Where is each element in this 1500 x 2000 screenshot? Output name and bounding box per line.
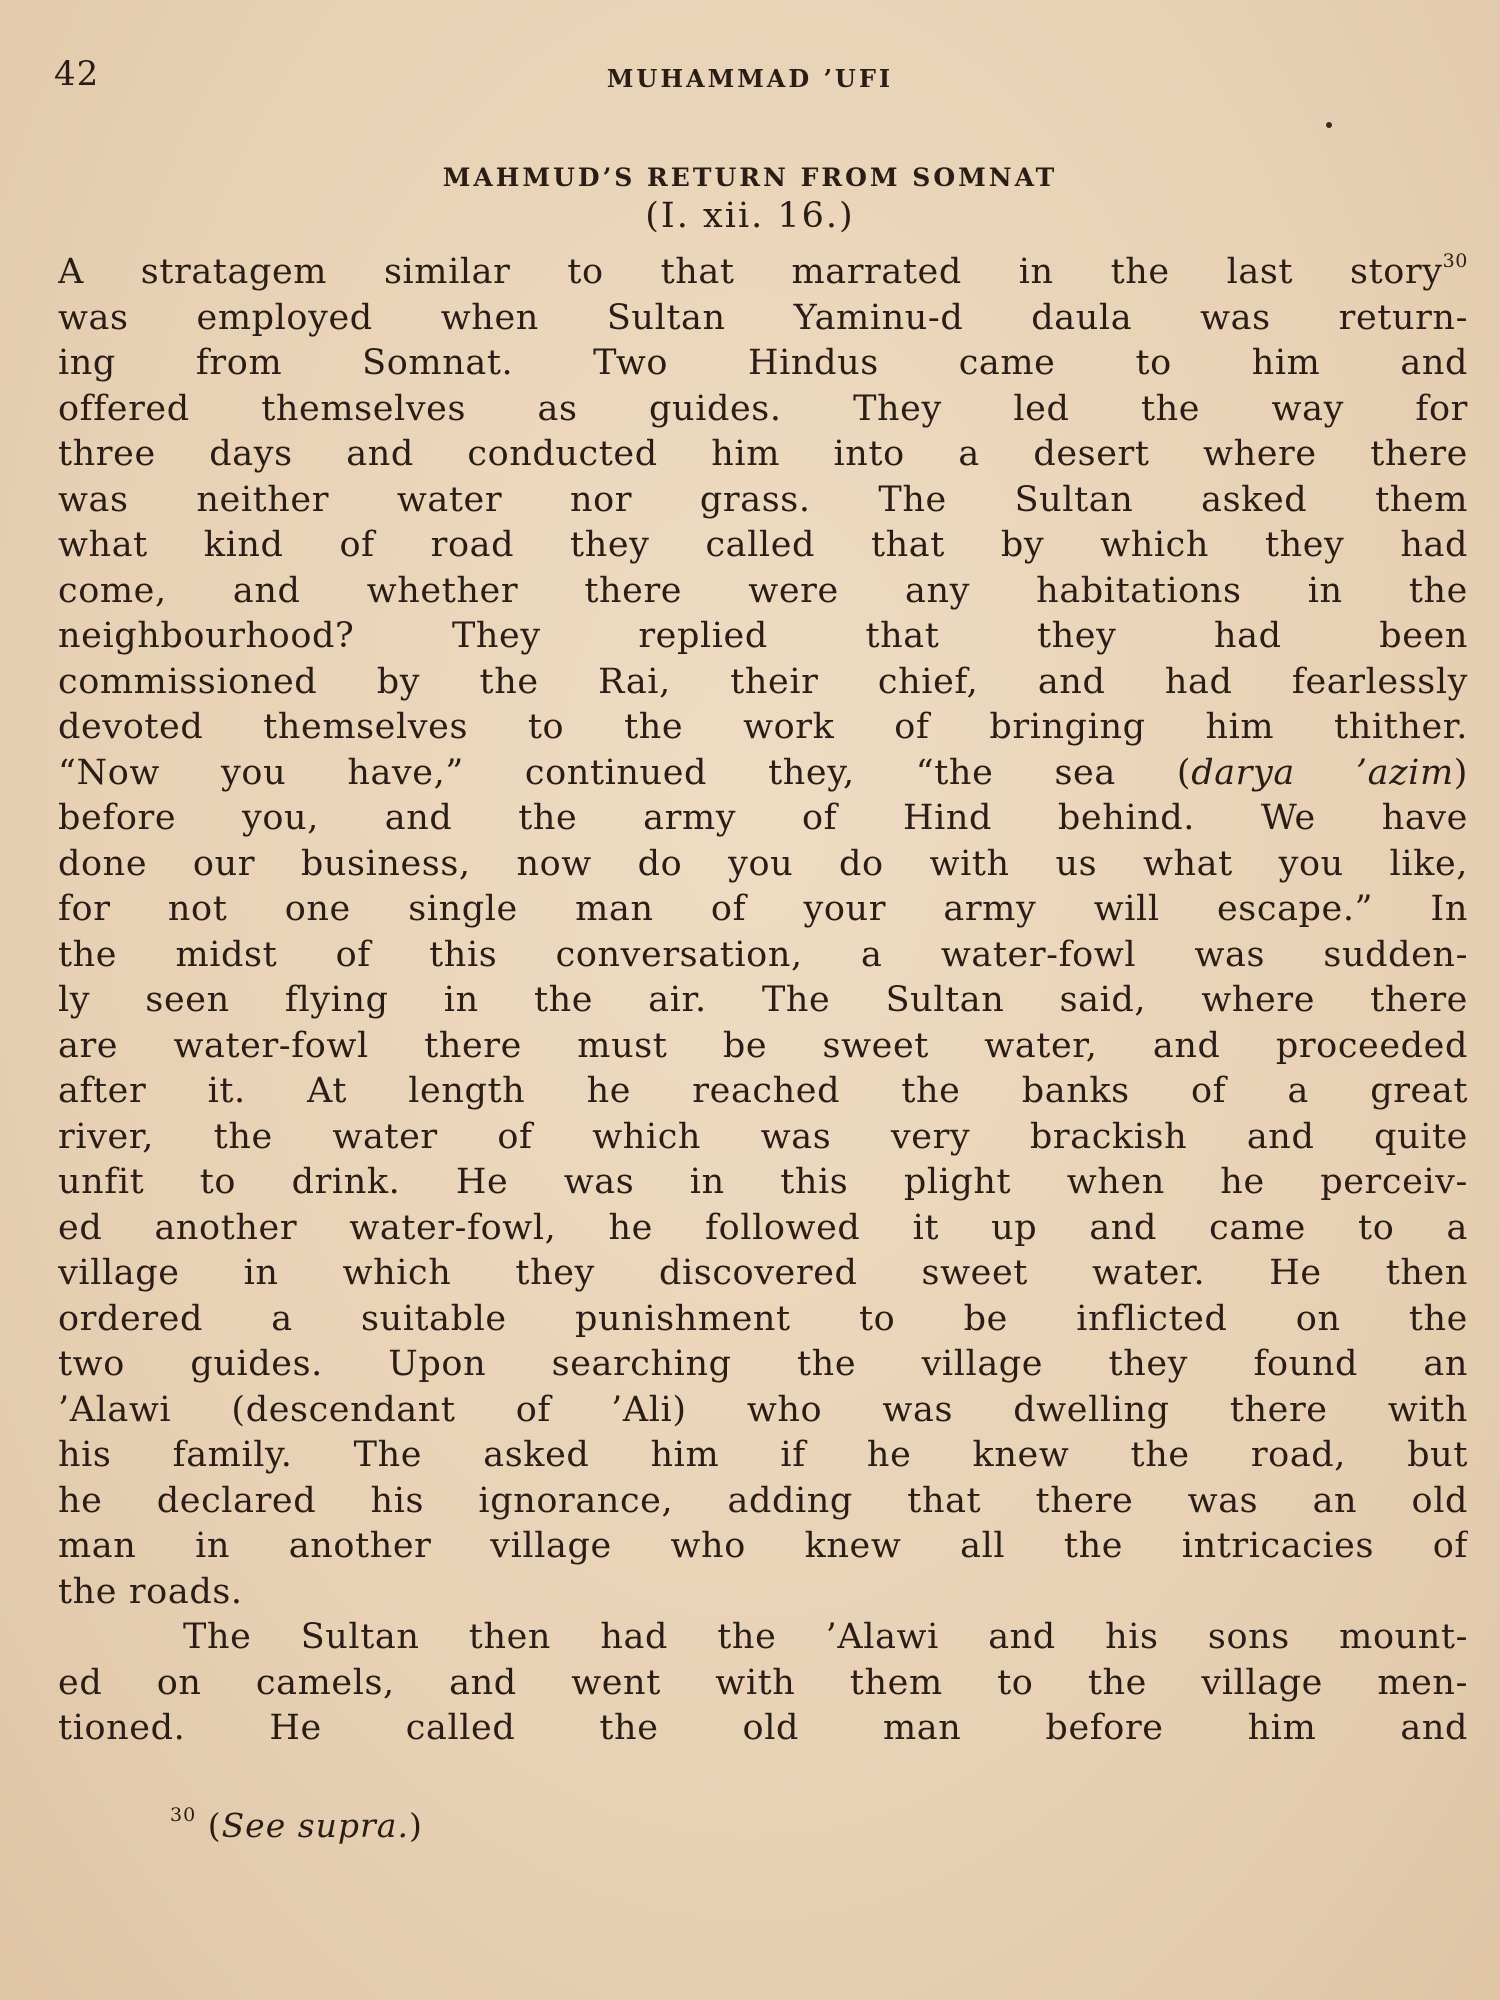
text-line: “Now you have,” continued they, “the sea (darya ’azim) <box>58 752 1468 793</box>
chapter-title: MAHMUD’S RETURN FROM SOMNAT <box>442 163 1058 192</box>
text-line: ly seen flying in the air. The Sultan said, where there <box>58 980 1468 1020</box>
text-line: unfit to drink. He was in this plight when he perceiv- <box>58 1162 1468 1202</box>
text-line: for not one single man of your army will escape.” In <box>58 889 1468 929</box>
footnote-marker: 30 <box>1442 250 1468 272</box>
body-text <box>58 250 1468 1752</box>
text-line: ordered a suitable punishment to be inflicted on the <box>58 1298 1468 1339</box>
text-line: neighbourhood? They replied that they had been <box>58 616 1468 656</box>
text-line: he declared his ignorance, adding that there was an old <box>58 1480 1468 1521</box>
text-line: river, the water of which was very brackish and quite <box>58 1116 1468 1157</box>
footnote-number: 30 <box>170 1804 197 1826</box>
footnote: $^{30}$ (See supra.) <box>170 1804 423 1845</box>
footnote-text: See supra. <box>221 1806 409 1845</box>
text-line: his family. The asked him if he knew the road, but <box>58 1435 1468 1475</box>
text-line: ’Alawi (descendant of ’Ali) who was dwelling there with <box>58 1389 1468 1430</box>
chapter-reference: (I. xii. 16.) <box>645 196 855 236</box>
text-line: devoted themselves to the work of bringing him thither. <box>58 707 1468 747</box>
text-line: tioned. He called the old man before him and <box>58 1708 1468 1748</box>
ink-speck <box>1326 122 1332 128</box>
text-line: the midst of this conversation, a water-fowl was sudden- <box>58 934 1468 975</box>
page-number: 42 <box>54 54 100 94</box>
text-line: are water-fowl there must be sweet water, and proceeded <box>58 1025 1468 1066</box>
text-line: ed on camels, and went with them to the village men- <box>58 1662 1468 1703</box>
text-line: offered themselves as guides. They led the way for <box>58 388 1468 429</box>
text-line: commissioned by the Rai, their chief, and had fearlessly <box>58 661 1468 702</box>
text-line: two guides. Upon searching the village they found an <box>58 1344 1468 1384</box>
running-head: MUHAMMAD ’UFI <box>606 64 894 93</box>
text-line: village in which they discovered sweet water. He then <box>58 1253 1468 1293</box>
text-line: was employed when Sultan Yaminu-d daula was return- <box>58 297 1468 338</box>
text-line: before you, and the army of Hind behind. We have <box>58 798 1468 838</box>
text-line: man in another village who knew all the intricacies of <box>58 1526 1468 1566</box>
text-line: what kind of road they called that by which they had <box>58 525 1468 565</box>
text-line: come, and whether there were any habitations in the <box>58 570 1468 611</box>
text-line: three days and conducted him into a desert where there <box>58 434 1468 474</box>
text-line: ed another water-fowl, he followed it up and came to a <box>58 1207 1468 1248</box>
text-line: ing from Somnat. Two Hindus came to him and <box>58 343 1468 383</box>
text-line: A stratagem similar to that marrated in the last story$^{30}$ <box>58 250 1468 292</box>
text-line: after it. At length he reached the banks of a great <box>58 1071 1468 1111</box>
text-line: was neither water nor grass. The Sultan asked them <box>58 479 1468 520</box>
italic-phrase: darya ’azim <box>1191 752 1454 793</box>
text-line: done our business, now do you do with us what you like, <box>58 843 1468 884</box>
text-line: The Sultan then had the ’Alawi and his sons mount- <box>183 1617 1468 1657</box>
text-line: the roads. <box>58 1571 243 1612</box>
